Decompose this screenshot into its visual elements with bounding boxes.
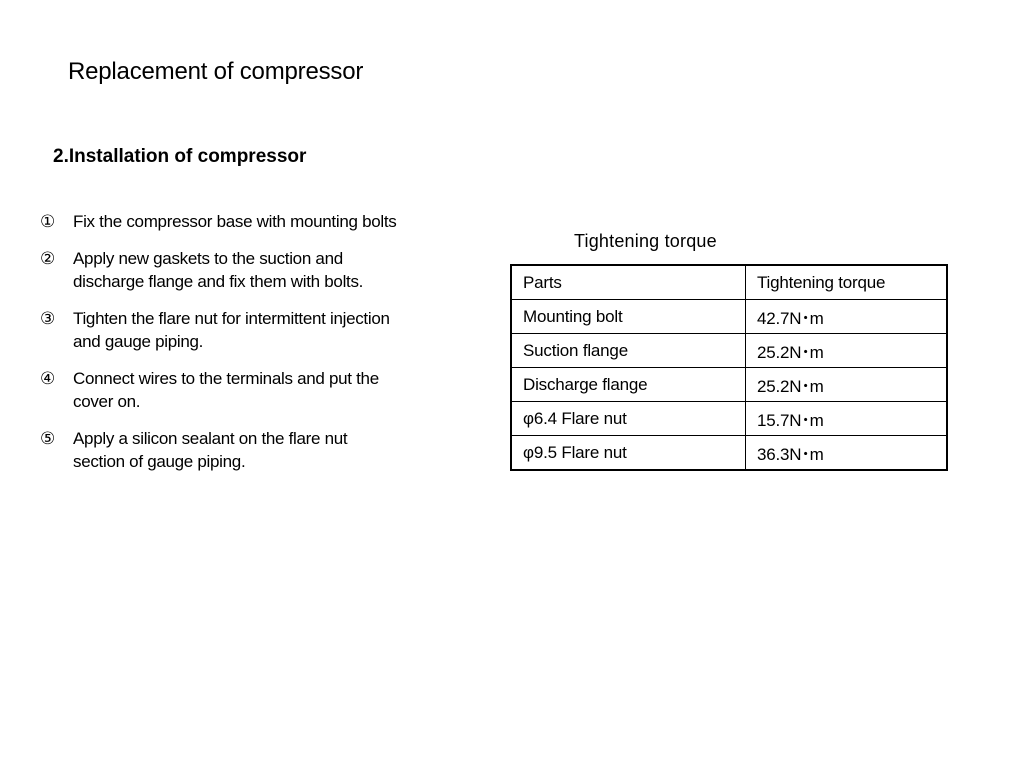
part-cell: Mounting bolt [511, 300, 746, 334]
section-heading: 2.Installation of compressor [53, 146, 307, 167]
step-number: ⑤ [40, 429, 55, 448]
step-number: ③ [40, 309, 55, 328]
table-row [511, 402, 947, 436]
step-text-line: Apply a silicon sealant on the flare nut [73, 429, 348, 448]
torque-cell: 15.7N･m [746, 402, 948, 436]
step-number: ① [40, 212, 55, 231]
torque-cell: 42.7N･m [746, 300, 948, 334]
step-text [73, 210, 490, 233]
step-item [40, 307, 490, 353]
step-text-line: cover on. [73, 392, 141, 411]
step-text-line: Connect wires to the terminals and put the [73, 369, 379, 388]
part-cell: φ9.5 Flare nut [511, 436, 746, 471]
step-text-line: Fix the compressor base with mounting bolts [73, 212, 397, 231]
table-row [511, 368, 947, 402]
torque-cell: 36.3N･m [746, 436, 948, 471]
step-text [73, 247, 490, 293]
part-cell: Discharge flange [511, 368, 746, 402]
step-text-line: Tighten the flare nut for intermittent injection [73, 309, 390, 328]
table-caption: Tightening torque [574, 231, 717, 251]
torque-cell: 25.2N･m [746, 368, 948, 402]
step-text [73, 307, 490, 353]
table-row [511, 334, 947, 368]
torque-cell: 25.2N･m [746, 334, 948, 368]
step-number: ② [40, 249, 55, 268]
table-row [511, 300, 947, 334]
tightening-torque-table [510, 264, 948, 471]
part-cell: Suction flange [511, 334, 746, 368]
step-item [40, 247, 490, 293]
step-text-line: section of gauge piping. [73, 452, 246, 471]
column-header-torque: Tightening torque [746, 265, 948, 300]
step-text [73, 367, 490, 413]
step-item [40, 427, 490, 473]
step-text-line: and gauge piping. [73, 332, 204, 351]
table-row [511, 436, 947, 471]
step-item [40, 210, 490, 233]
column-header-parts: Parts [511, 265, 746, 300]
step-item [40, 367, 490, 413]
step-text-line: discharge flange and fix them with bolts. [73, 272, 364, 291]
step-number: ④ [40, 369, 55, 388]
page-title: Replacement of compressor [68, 58, 364, 85]
table-header-row [511, 265, 947, 300]
installation-steps-list [40, 210, 490, 473]
step-text-line: Apply new gaskets to the suction and [73, 249, 343, 268]
step-text [73, 427, 490, 473]
part-cell: φ6.4 Flare nut [511, 402, 746, 436]
